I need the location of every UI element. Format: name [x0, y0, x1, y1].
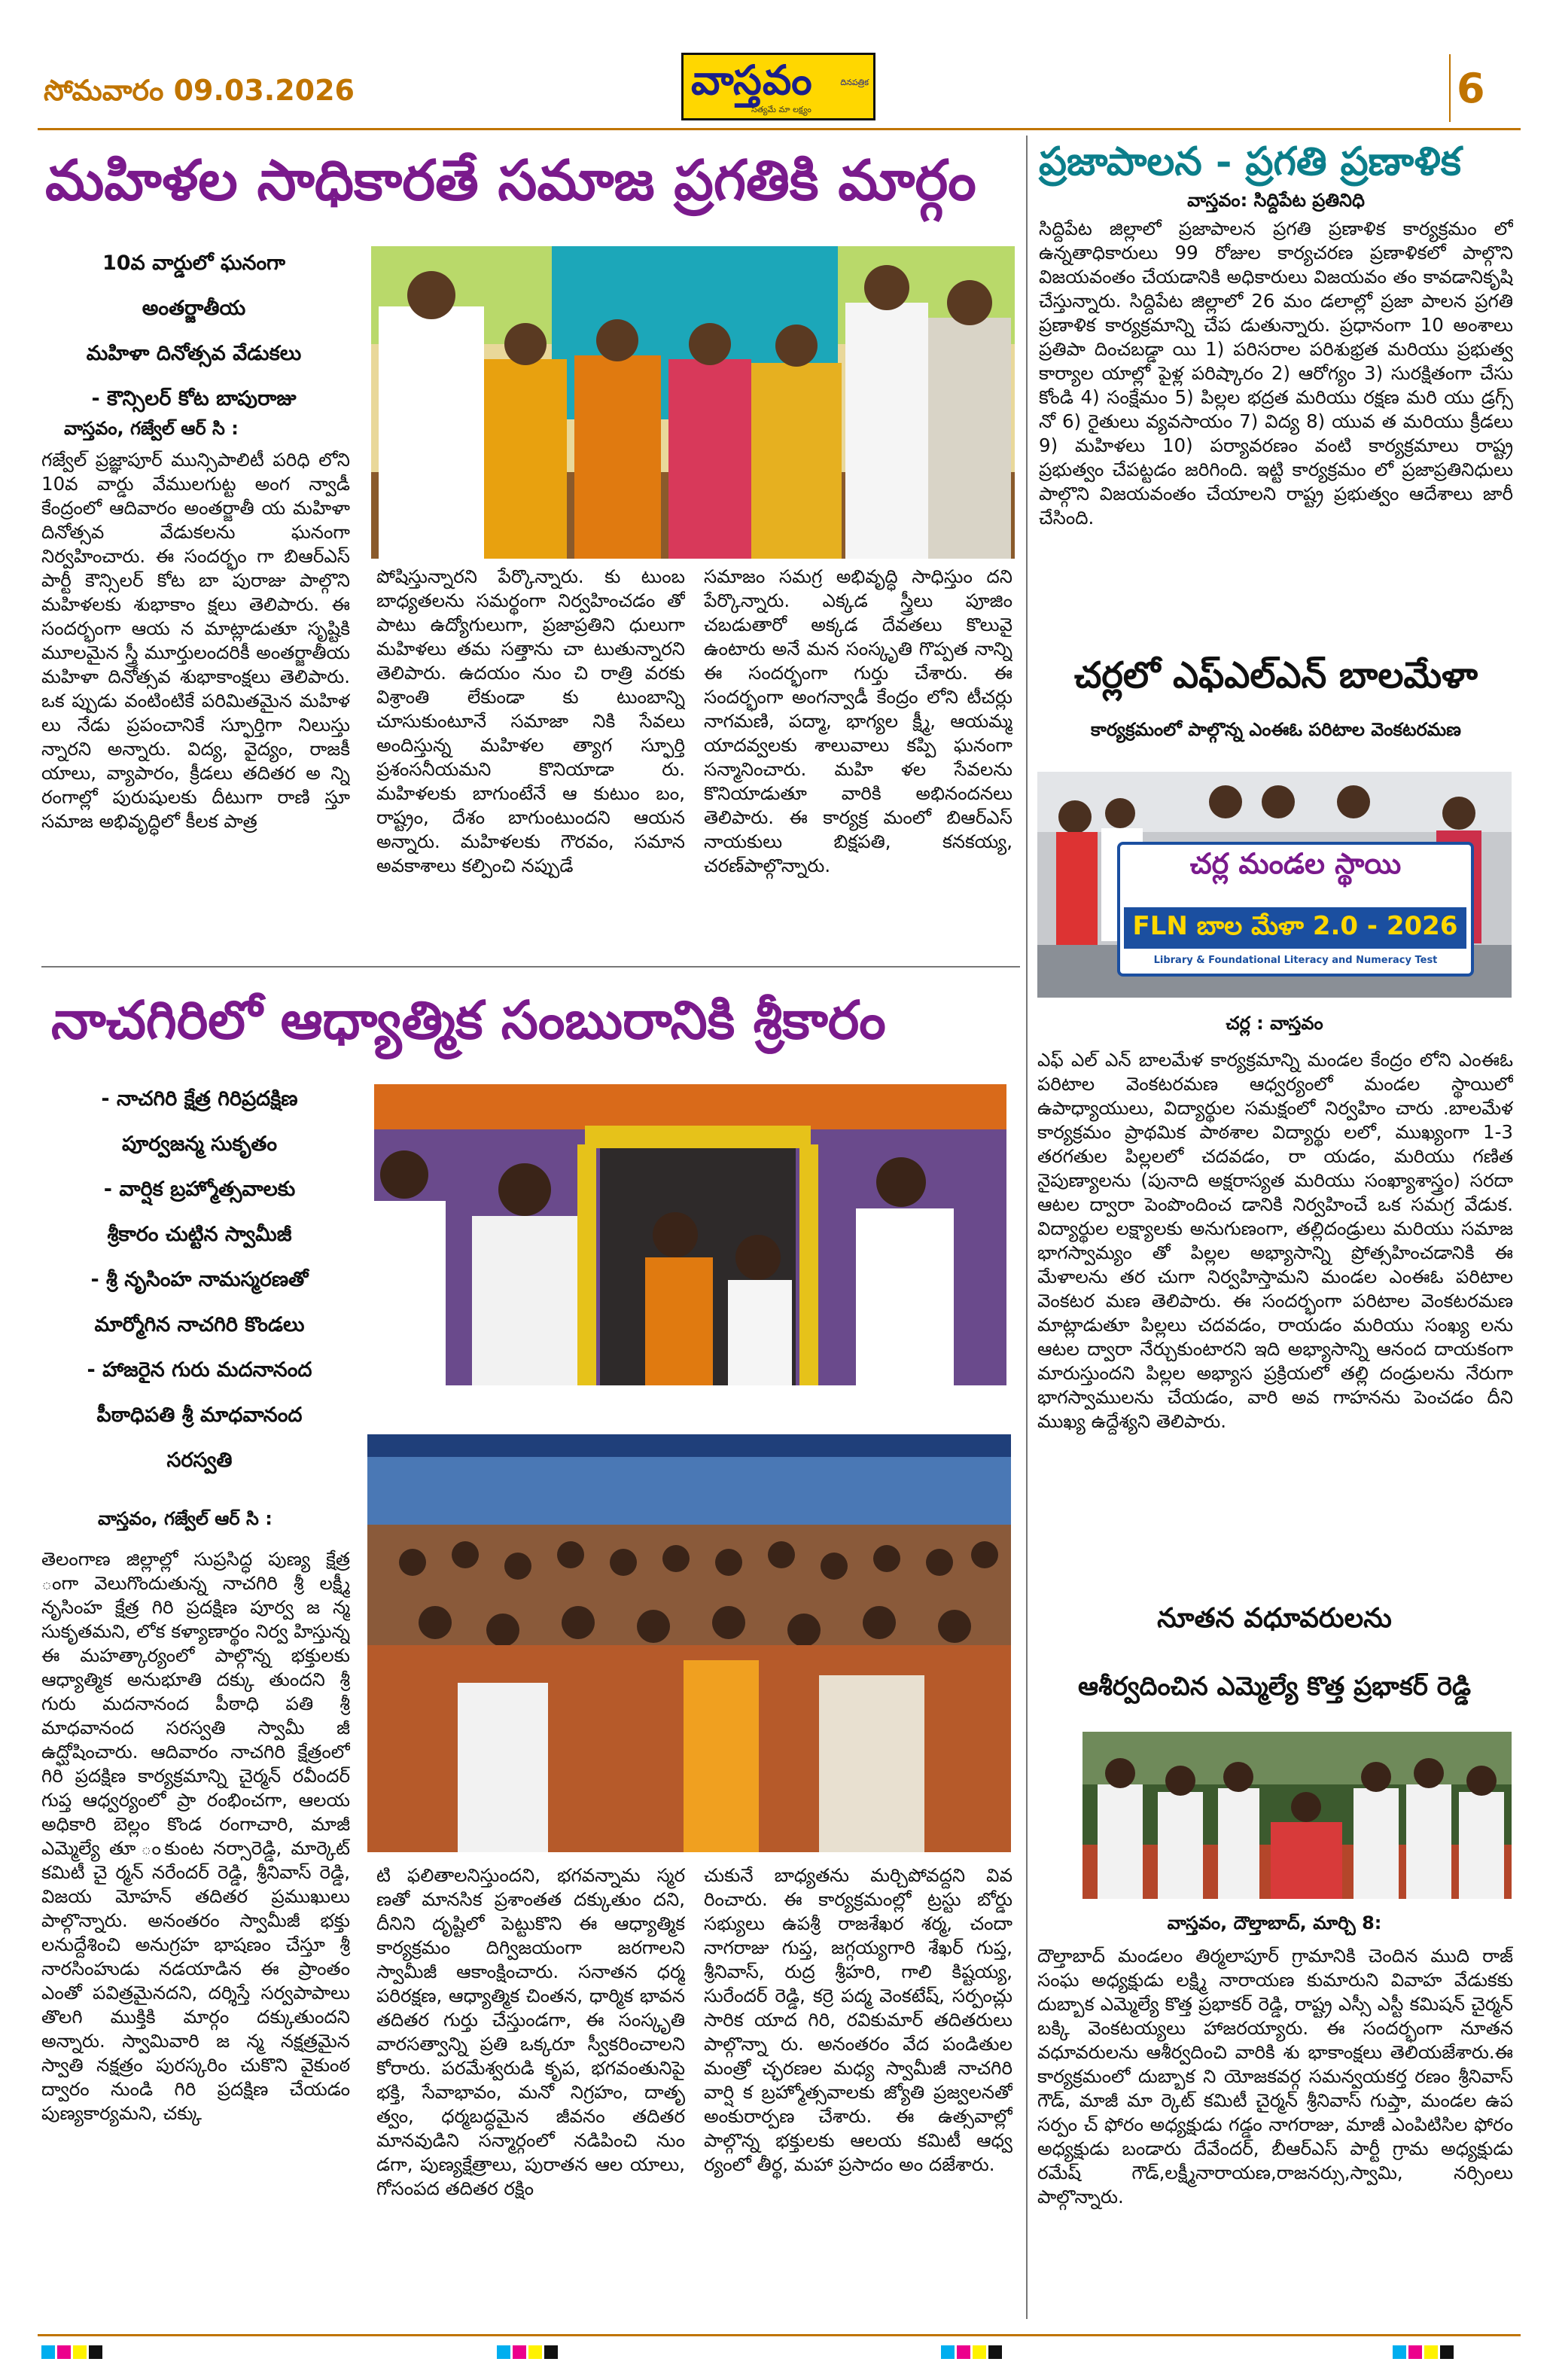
article4-subhead: - హాజరైన గురు మదనానంద: [87, 1358, 312, 1382]
section-divider: [41, 966, 1020, 968]
article1-headline: మహిళల సాధికారతే సమాజ ప్రగతికి మార్గం: [45, 148, 976, 213]
issue-date: సోమవారం 09.03.2026: [44, 74, 355, 107]
article1-subheads: [45, 241, 343, 422]
article1-column-2: పోషిస్తున్నారని పేర్కొన్నారు. కు టుంబ బాధ్యతలను సమర్థంగా నిర్వహించడం తో పాటు ఉద్యోగులుగా, ప్రజాప్రతిని ధులుగా మహిళలు తమ సత్తాను చా టుతున్నారని తెలిపారు. ఉదయం నుం చి రాత్రి వరకు విశ్రాంతి లేకుండా కు టుంబాన్ని చూసుకుంటూనే సమాజా నికి సేవలు అందిస్తున్న మహిళల త్యాగ స్ఫూర్తి ప్రశంసనీయమని కొనియాడా రు. మహిళలకు బాగుంటేనే ఆ కుటుం బం, రాష్ట్రం, దేశం బాగుంటుందని ఆయన అన్నారు. మహిళలకు గౌరవం, సమాన అవకాశాలు కల్పించి నప్పుడే: [376, 565, 685, 876]
article1-subhead: అంతర్జాతీయ: [142, 297, 246, 320]
masthead-logo: [681, 53, 875, 120]
article4-subhead: - వార్షిక బ్రహ్మోత్సవాలకు: [103, 1178, 296, 1201]
article5-headline-line1: నూతన వధూవరులను: [1157, 1603, 1392, 1634]
article3-body: ఎఫ్ ఎల్ ఎన్ బాలమేళ కార్యక్రమాన్ని మండల కేంద్రం లోని ఎంఈఓ పరిటాల వెంకటరమణ ఆధ్వర్యంలో మండల స్థాయిలో ఉపాధ్యాయులు, విద్యార్థుల సమక్షంలో నిర్వహిం చారు .బాలమేళ కార్యక్రమం ప్రాథమిక పాఠశాల విద్యార్థు లలో, ముఖ్యంగా 1-3 తరగతుల పిల్లలలో చదవడం, రా యడం, మరియు గణిత నైపుణ్యాలను (పునాది అక్షరాస్యత మరియు సంఖ్యాశాస్త్రం) సరదా ఆటల ద్వారా పెంపొందించ డానికి నిర్వహించే ఒక సమగ్ర వేడుక. విద్యార్థుల లక్ష్యాలకు అనుగుణంగా, తల్లిదండ్రులు మరియు సమాజ భాగస్వామ్యం తో పిల్లల అభ్యాసాన్ని ప్రోత్సహించడానికి ఈ మేళాలను తర చుగా నిర్వహిస్తామని మండల ఎంఈఓ పరిటాల వెంకటర మణ తెలిపారు. ఈ సందర్భంగా పరిటాల వెంకటరమణ మాట్లాడుతూ పిల్లలు చదవడం, రాయడం మరియు సంఖ్య లను ఆటల ద్వారా నేర్చుకుంటారని ఇది అభ్యాసాన్ని ఆనంద దాయకంగా మారుస్తుందని పిల్లల అభ్యాస ప్రక్రియలో తల్లి దండ్రులను నేరుగా భాగస్వాములను చేయడం, వారి అవ గాహనను పెంచడం దీని ముఖ్య ఉద్దేశ్యని తెలిపారు.: [1037, 1049, 1513, 1432]
article5-dateline: వాస్తవం, దౌల్తాబాద్, మార్చి 8:: [1167, 1912, 1382, 1934]
banner-main-text: FLN బాల మేళా 2.0 - 2026: [1132, 911, 1458, 941]
page-number-divider: [1449, 54, 1451, 122]
article4-subhead: సరస్వతి: [166, 1449, 233, 1472]
article3-dateline: చర్ల : వాస్తవం: [1226, 1013, 1323, 1034]
article1-column-1: గజ్వేల్ ప్రజ్ఞాపూర్ మున్సిపాలిటీ పరిధి లోని 10వ వార్డు వేములగుట్ట అంగ న్వాడీ కేంద్రంలో ఆదివారం అంతర్జాతీ య మహిళా దినోత్సవ వేడుకలను ఘనంగా నిర్వహించారు. ఈ సందర్భం గా బిఆర్ఎస్ పార్టీ కౌన్సిలర్ కోట బా పురాజు పాల్గొని మహిళలకు శుభాకాం క్షలు తెలిపారు. ఈ సందర్భంగా ఆయ న మాట్లాడుతూ సృష్టికి మూలమైన స్త్రీ మూర్తులందరికీ అంతర్జాతీయ మహిళా దినోత్సవ శుభాకాంక్షలు తెలిపారు. ఒక ప్పుడు వంటింటికే పరిమితమైన మహిళ లు నేడు ప్రపంచానికే స్ఫూర్తిగా నిలుస్తు న్నారని అన్నారు. విద్య, వైద్యం, రాజకీ యాలు, వ్యాపారం, క్రీడలు తదితర అ న్ని రంగాల్లో పురుషులకు దీటుగా రాణి స్తూ సమాజ అభివృద్ధిలో కీలక పాత్ర: [41, 449, 350, 832]
article4-subhead: మార్మోగిన నాచగిరి కొండలు: [94, 1313, 305, 1336]
article4-subhead: పీఠాధిపతి శ్రీ మాధవానంద: [96, 1403, 303, 1427]
fln-balamela-photo: [1037, 772, 1512, 998]
registration-marks: [497, 2345, 560, 2359]
wedding-blessing-photo: [1083, 1732, 1512, 1899]
article3-subhead: కార్యక్రమంలో పాల్గొన్న ఎంఈఓ పరిటాల వెంకటరమణ: [1091, 719, 1461, 740]
article2-body: సిద్దిపేట జిల్లాలో ప్రజాపాలన ప్రగతి ప్రణాళిక కార్యక్రమం లో ఉన్నతాధికారులు 99 రోజుల కార్యచరణ ప్రణాళికలో పాల్గొని విజయవంతం చేయడానికి అధికారులు విజయవం తం కావడానికృషి చేస్తున్నారు. సిద్దిపేట జిల్లాలో 26 మం డలాల్లో ప్రజా పాలన ప్రగతి ప్రణాళిక కార్యక్రమాన్ని చేప డుతున్నారు. ప్రధానంగా 10 అంశాలు ప్రతిపా దించబడ్డా యి 1) పరిసరాల పరిశుభ్రత మరియు ప్రభుత్వ కార్యాల యాల్లో పైళ్ల పరిష్కారం 2) ఆరోగ్యం 3) సురక్షితంగా చేసు కోండి 4) సంక్షేమం 5) పిల్లల భద్రత మరియు రక్షణ మరి యు డ్రగ్స్ నో 6) రైతులు వ్యవసాయం 7) విద్య 8) యువ త మరియు క్రీడలు 9) మహిళలు 10) పర్యావరణం వంటి కార్యక్రమాలు రాష్ట్ర ప్రభుత్వం చేపట్టడం జరిగింది. ఇట్టి కార్యక్రమం లో ప్రజాప్రతినిధులు పాల్గొని విజయవంతం చేయాలని రాష్ట్ర ప్రభుత్వం ఆదేశాలు జారీ చేసింది.: [1039, 218, 1513, 529]
article4-subhead: - శ్రీ నృసింహ నామస్మరణతో: [90, 1268, 309, 1291]
masthead-title: వాస్తవం: [691, 56, 813, 104]
women-day-photo: [371, 246, 1015, 559]
article4-subheads: [41, 1077, 358, 1483]
registration-marks: [1393, 2345, 1456, 2359]
article3-headline: చర్లలో ఎఫ్ఎల్ఎన్ బాలమేళా: [1073, 654, 1478, 696]
article1-subhead: - కౌన్సిలర్ కోట బాపురాజు: [91, 387, 297, 410]
header-rule: [38, 128, 1521, 130]
column-divider: [1026, 136, 1028, 2319]
registration-marks: [941, 2345, 1004, 2359]
article4-column-2: టి ఫలితాలనిస్తుందని, భగవన్నామ స్మర ణతో మానసిక ప్రశాంతత దక్కుతుం దని, దీనిని దృష్టిలో పెట్టుకొని ఈ ఆధ్యాత్మిక కార్యక్రమం దిగ్విజయంగా జరగాలని స్వామీజీ ఆకాంక్షించారు. సనాతన ధర్మ పరిరక్షణ, ఆధ్యాత్మిక చింతన, ధార్మిక భావన తదితర గుర్తు చేస్తుండగా, ఈ సంస్కృతి వారసత్వాన్ని ప్రతి ఒక్కరూ స్వీకరించాలని కోరారు. పరమేశ్వరుడి కృప, భగవంతునిపై భక్తి, సేవాభావం, మనో నిగ్రహం, దాతృ త్వం, ధర్మబద్ధమైన జీవనం తదితర మానవుడిని సన్మార్గంలో నడిపించి నుం డగా, పుణ్యక్షేత్రాలు, పురాతన ఆల యాలు, గోసంపద తదితర రక్షిం: [376, 1864, 685, 2199]
article4-headline: నాచగిరిలో ఆధ్యాత్మిక సంబురానికి శ్రీకారం: [51, 989, 886, 1051]
page-number: 6: [1457, 65, 1485, 112]
article1-column-3: సమాజం సమగ్ర అభివృద్ధి సాధిస్తుం దని పేర్కొన్నారు. ఎక్కడ స్త్రీలు పూజిం చబడుతారో అక్కడ దేవతలు కొలువై ఉంటారు అనే మన సంస్కృతి గొప్పత నాన్ని ఈ సందర్భంగా గుర్తు చేశారు. ఈ సందర్భంగా అంగన్వాడీ కేంద్రం లోని టీచర్లు నాగమణి, పద్మా, భాగ్యల క్ష్మీ, ఆయమ్మ యాదవ్వలకు శాలువాలు కప్పి ఘనంగా సన్మానించారు. మహి ళల సేవలను కొనియాడుతూ వారికి అభినందనలు తెలిపారు. ఈ కార్యక్ర మంలో బిఆర్ఎస్ నాయకులు బిక్షపతి, కనకయ్య, చరణ్‌పాల్గొన్నారు.: [704, 565, 1012, 876]
masthead-small-text: దినపత్రిక: [840, 78, 869, 87]
article4-dateline: వాస్తవం, గజ్వేల్ ఆర్ సి :: [98, 1508, 273, 1529]
article5-headline-line2: ఆశీర్వదించిన ఎమ్మెల్యే కొత్త ప్రభాకర్ రెడ్డి: [1077, 1671, 1472, 1702]
devotees-crowd-photo: [367, 1434, 1011, 1852]
temple-ritual-photo: [374, 1084, 1006, 1385]
masthead-tagline: సత్యమే మా లక్ష్యం: [751, 105, 811, 114]
article4-column-1: తెలంగాణ జిల్లాల్లో సుప్రసిద్ధ పుణ్య క్షేత్ర ంగా వెలుగొందుతున్న నాచగిరి శ్రీ లక్ష్మీ నృసింహ క్షేత్ర గిరి ప్రదక్షిణ పూర్వ జ న్మ సుకృతమని, లోక కళ్యాణార్థం నిర్వ హిస్తున్న ఈ మహత్కార్యంలో పాల్గొన్న భక్తులకు ఆధ్యాత్మిక అనుభూతి దక్కు తుందని శ్రీ గురు మదనానంద పీఠాధి పతి శ్రీ మాధవానంద సరస్వతి స్వామీ జీ ఉద్ఘోషించారు. ఆదివారం నాచగిరి క్షేత్రంలో గిరి ప్రదక్షిణ కార్యక్రమాన్ని చైర్మన్ రవీందర్ గుప్త ఆధ్వర్యంలో ప్రా రంభించగా, ఆలయ అధికారి బెల్లం కొండ రంగాచారి, మాజీ ఎమ్మెల్యే తూ ంకుంట నర్సారెడ్డి, మార్కెట్ కమిటీ చై ర్మన్ నరేందర్ రెడ్డి, శ్రీనివాస్ రెడ్డి, విజయ మోహన్ తదితర ప్రముఖులు పాల్గొన్నారు. అనంతరం స్వామీజీ భక్తు లనుద్దేశించి అనుగ్రహ భాషణం చేస్తూ శ్రీ నారసింహుడు నడయాడిన ఈ ప్రాంతం ఎంతో పవిత్రమైనదని, దర్శిస్తే సర్వపాపాలు తొలగి ముక్తికి మార్గం దక్కుతుందని అన్నారు. స్వామివారి జ న్మ నక్షత్రమైన స్వాతి నక్షత్రం పురస్కరిం చుకొని వైకుంఠ ద్వారం నుండి గిరి ప్రదక్షిణ చేయడం పుణ్యకార్యమని, చక్కు: [41, 1548, 350, 2124]
registration-marks: [41, 2345, 105, 2359]
article1-subhead: 10వ వార్డులో ఘనంగా: [102, 251, 286, 275]
article5-body: దౌల్తాబాద్ మండలం తిర్మలాపూర్ గ్రామానికి చెందిన ముది రాజ్ సంఘ అధ్యక్షుడు లక్ష్మి నారాయణ కుమారుని వివాహ వేడుకకు దుబ్బాక ఎమ్మెల్యే కొత్త ప్రభాకర్ రెడ్డి, రాష్ట్ర ఎస్సీ ఎస్టీ కమిషన్ చైర్మన్ బక్కి వెంకటయ్యలు హాజరయ్యారు. ఈ సందర్భంగా నూతన వధూవరులను ఆశీర్వదించి వారికి శు భాకాంక్షలు తెలియజేశారు.ఈ కార్యక్రమంలో దుబ్బాక ని యోజకవర్గ సమన్వయకర్త రణం శ్రీనివాస్ గౌడ్, మాజీ మా ర్కెట్ కమిటీ చైర్మన్ శ్రీనివాస్ గుప్తా, మండల ఉప సర్పం చ్ ఫోరం అధ్యక్షుడు గడ్డం నాగరాజు, మాజీ ఎంపిటిసిల ఫోరం అధ్యక్షుడు బండారు దేవేందర్, బీఆర్ఎస్ పార్టీ గ్రామ అధ్యక్షుడు రమేష్ గౌడ్,లక్ష్మీనారాయణ,రాజనర్సు,స్వామి, నర్సింలు పాల్గొన్నారు.: [1037, 1945, 1513, 2208]
article2-headline: ప్రజాపాలన - ప్రగతి ప్రణాళిక: [1039, 139, 1461, 184]
article1-dateline: వాస్తవం, గజ్వేల్ ఆర్ సి :: [64, 418, 239, 439]
banner-top-text: చర్ల మండల స్థాయి: [1189, 847, 1402, 880]
article4-subhead: - నాచగిరి క్షేత్ర గిరిప్రదక్షిణ: [101, 1087, 298, 1111]
footer-rule: [38, 2334, 1521, 2336]
article4-subhead: శ్రీకారం చుట్టిన స్వామీజీ: [107, 1223, 292, 1246]
article2-dateline: వాస్తవం: సిద్దిపేట ప్రతినిధి: [1187, 190, 1365, 211]
article1-subhead: మహిళా దినోత్సవ వేడుకలు: [86, 342, 302, 365]
banner-sub-text: Library & Foundational Literacy and Numeracy Test: [1153, 955, 1438, 966]
article4-subhead: పూర్వజన్మ సుకృతం: [121, 1132, 278, 1156]
article4-column-3: చుకునే బాధ్యతను మర్చిపోవద్దని వివ రించారు. ఈ కార్యక్రమంల్లో ట్రస్టు బోర్డు సభ్యులు ఉపశ్రీ రాజశేఖర శర్మ, చందా నాగరాజు గుప్త, జగ్గయ్యగారి శేఖర్ గుప్త, శ్రీనివాస్, రుద్ర శ్రీహరి, గాలి కిష్టయ్య, సురేందర్ రెడ్డి, కర్రె పద్మ వెంకటేష్, సర్పంచ్లు సారిక యాద గిరి, రవికుమార్ తదితరులు పాల్గొన్నా రు. అనంతరం వేద పండితుల మంత్రో చ్ఛరణల మధ్య స్వామీజీ నాచగిరి వార్షి క బ్రహ్మోత్సవాలకు జ్యోతి ప్రజ్వలనతో అంకురార్పణ చేశారు. ఈ ఉత్సవాల్లో పాల్గొన్న భక్తులకు ఆలయ కమిటీ ఆధ్వ ర్యంలో తీర్థ, మహా ప్రసాదం అం దజేశారు.: [704, 1864, 1012, 2175]
